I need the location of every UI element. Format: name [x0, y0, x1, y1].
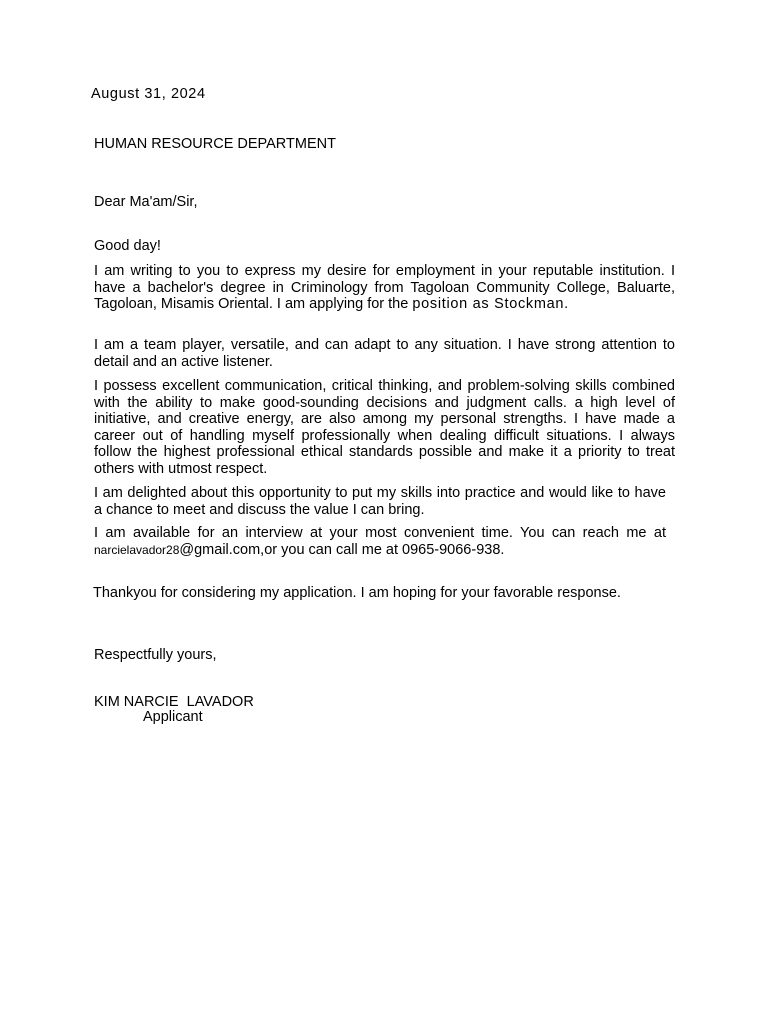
salutation: Dear Ma'am/Sir, — [94, 194, 198, 210]
letter-date: August 31, 2024 — [91, 86, 206, 102]
signer-role: Applicant — [143, 709, 203, 725]
recipient-department: HUMAN RESOURCE DEPARTMENT — [94, 136, 336, 152]
contact-suffix: or you can call me at 0965-9066-938. — [264, 541, 505, 558]
thanks-line: Thankyou for considering my application. I am hoping for your favorable response. — [93, 585, 621, 601]
opportunity-paragraph: I am delighted about this opportunity to put my skills into practice and would like to have a chance to meet and discuss the value I can bring. — [94, 485, 666, 518]
closing-line: Respectfully yours, — [94, 647, 217, 663]
intro-paragraph-text: I am writing to you to express my desire for employment in your reputable institution. I have a bachelor's degree in Criminology from Tagoloan Community College, Baluarte, Tagoloan, Misamis Oriental. I am applying for the — [94, 263, 675, 312]
applied-position-text: position as Stockman. — [412, 296, 569, 312]
contact-prefix: I am available for an interview at your most convenient time. You can reach me at — [94, 525, 666, 541]
signer-name: KIM NARCIE LAVADOR — [94, 694, 254, 710]
greeting: Good day! — [94, 238, 161, 254]
email-domain: @gmail.com, — [179, 541, 265, 558]
skills-paragraph: I possess excellent communication, critical thinking, and problem-solving skills combined with the ability to make good-sounding decisions and judgment calls. a high level of initiative, and creative energy, are also among my personal strengths. I have made a career out of handling myself professionally when dealing difficult situations. I always follow the highest professional ethical standards possible and make it a priority to treat others with utmost respect. — [94, 378, 675, 477]
contact-paragraph — [94, 525, 666, 558]
email-username: narcielavador28 — [94, 542, 180, 557]
qualities-paragraph: I am a team player, versatile, and can adapt to any situation. I have strong attention to detail and an active listener. — [94, 337, 675, 370]
intro-paragraph — [94, 263, 675, 313]
